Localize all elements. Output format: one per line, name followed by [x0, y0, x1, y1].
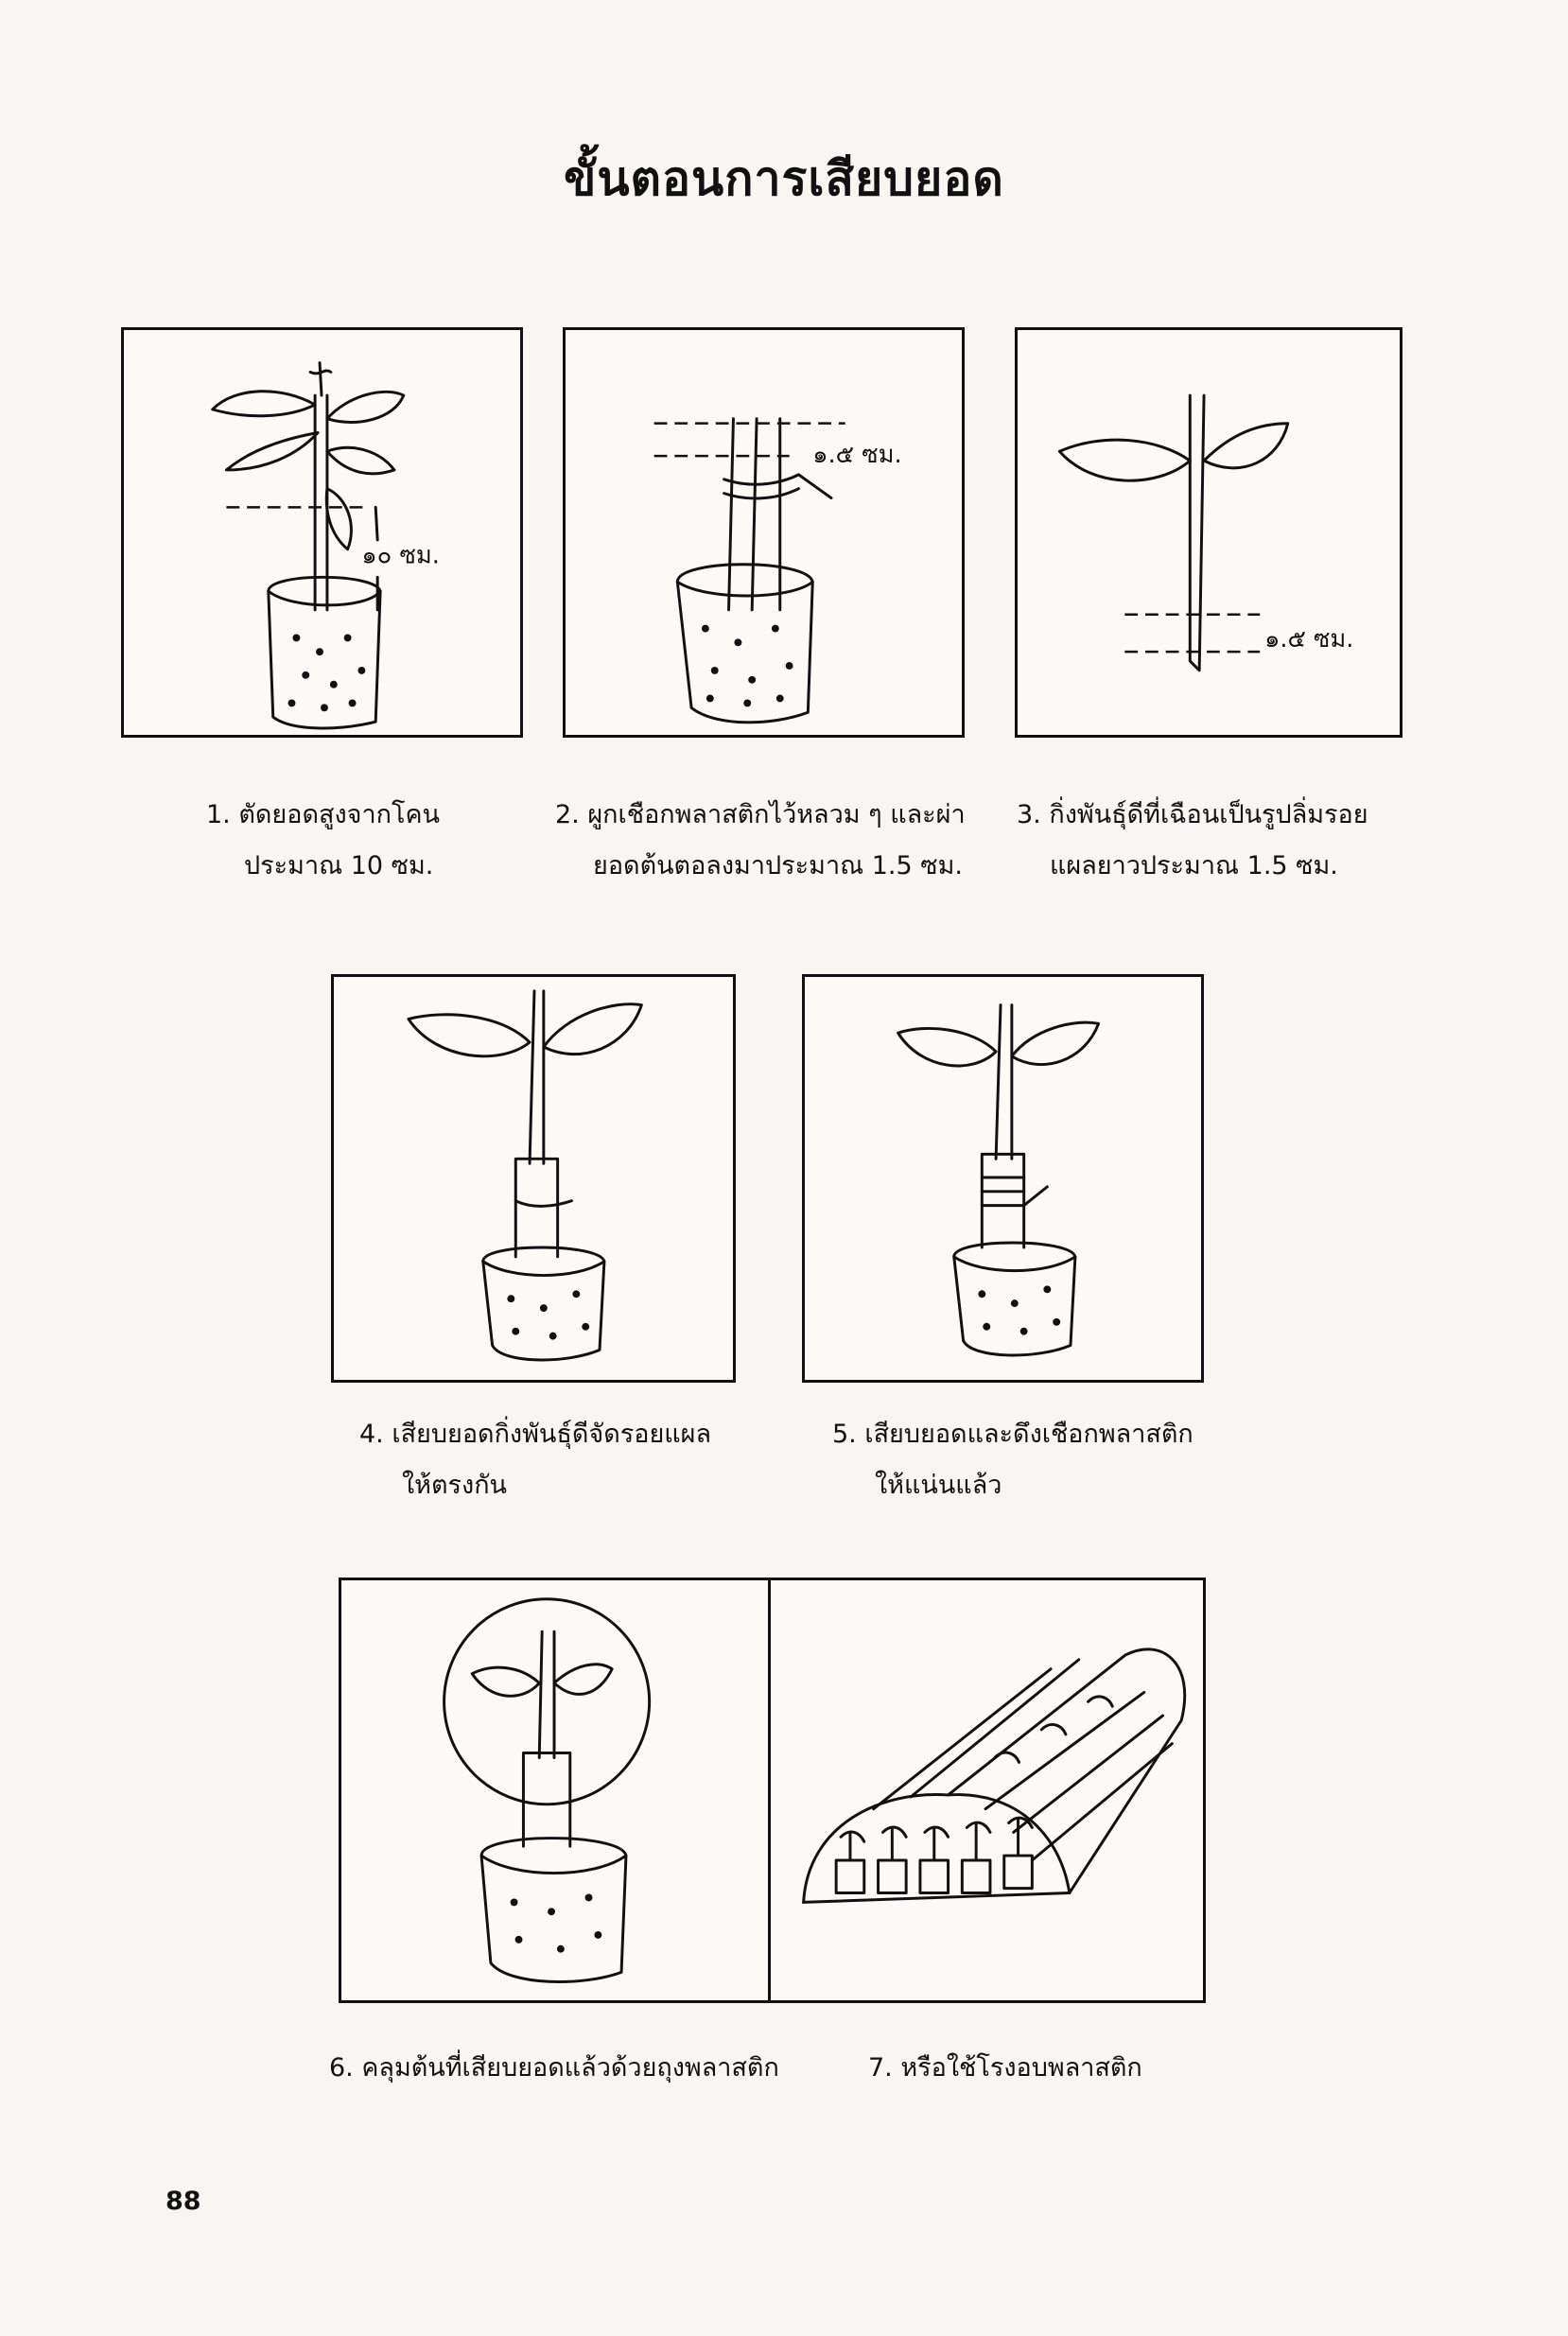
caption-line: ให้ตรงกัน	[402, 1471, 508, 1500]
figure-step-4	[331, 974, 736, 1383]
seedling-pot-illustration	[124, 330, 520, 735]
caption-line: 5. เสียบยอดและดึงเชือกพลาสติก	[832, 1420, 1193, 1449]
caption-line: 2. ผูกเชือกพลาสติกไว้หลวม ๆ และผ่า	[555, 800, 966, 829]
split-stock-illustration	[566, 330, 962, 735]
caption-step-7	[868, 2043, 1142, 2094]
figure-step-5	[802, 974, 1204, 1383]
page-number: 88	[166, 2187, 201, 2216]
bagged-graft-illustration	[341, 1580, 768, 2000]
measure-label: ๑๐ ซม.	[361, 541, 440, 570]
caption-step-6	[329, 2043, 779, 2094]
measure-label: ๑.๕ ซม.	[1264, 625, 1354, 654]
caption-line: แผลยาวประมาณ 1.5 ซม.	[1050, 851, 1338, 880]
plastic-tunnel-illustration	[771, 1580, 1203, 2000]
caption-line: ให้แน่นแล้ว	[875, 1471, 1002, 1500]
figure-step-7	[768, 1578, 1206, 2003]
figure-step-2	[563, 327, 965, 738]
caption-line: 4. เสียบยอดกิ่งพันธุ์ดีจัดรอยแผล	[359, 1420, 712, 1449]
inserted-scion-illustration	[334, 977, 733, 1380]
caption-step-5	[832, 1409, 1193, 1511]
caption-line: ประมาณ 10 ซม.	[244, 851, 434, 880]
measure-label: ๑.๕ ซม.	[812, 441, 902, 470]
scion-wedge-illustration	[1018, 330, 1400, 735]
caption-line: ยอดต้นตอลงมาประมาณ 1.5 ซม.	[593, 851, 963, 880]
figure-step-3	[1015, 327, 1402, 738]
caption-line: 1. ตัดยอดสูงจากโคน	[206, 800, 440, 829]
caption-step-1	[206, 790, 440, 892]
figure-step-6	[339, 1578, 771, 2003]
caption-line: 7. หรือใช้โรงอบพลาสติก	[868, 2053, 1142, 2083]
caption-step-4	[359, 1409, 711, 1511]
caption-step-3	[1017, 790, 1368, 892]
caption-line: 3. กิ่งพันธุ์ดีที่เฉือนเป็นรูปลิ่มรอย	[1017, 800, 1368, 829]
tied-graft-illustration	[805, 977, 1201, 1380]
caption-line: 6. คลุมต้นที่เสียบยอดแล้วด้วยถุงพลาสติก	[329, 2053, 779, 2083]
figure-step-1	[121, 327, 523, 738]
caption-step-2	[555, 790, 966, 892]
page-title: ขั้นตอนการเสียบยอด	[564, 151, 1004, 206]
